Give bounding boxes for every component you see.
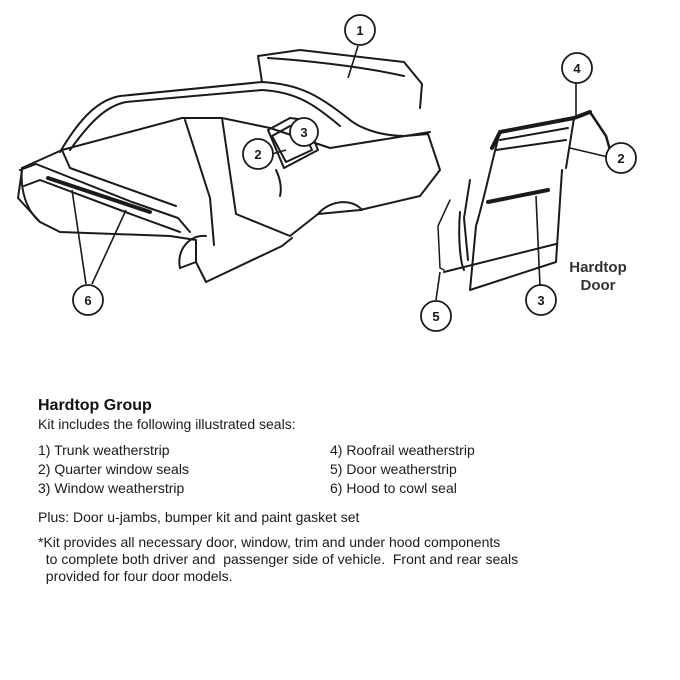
kit-intro: Kit includes the following illustrated seals: — [38, 416, 296, 432]
seal-item-4: 4) Roofrail weatherstrip — [330, 442, 475, 458]
seal-item-3: 3) Window weatherstrip — [38, 480, 185, 496]
callout-number-2-door: 2 — [617, 151, 625, 166]
door-label-line1: Hardtop — [569, 259, 627, 276]
callout-number-6: 6 — [84, 293, 92, 308]
seal-item-1: 1) Trunk weatherstrip — [38, 442, 170, 458]
leader-lines — [72, 46, 608, 300]
seal-item-5: 5) Door weatherstrip — [330, 461, 457, 477]
kit-footnote: *Kit provides all necessary door, window, trim and under hood components to complete both driver and passenger side of vehicle. Front and rear seals provided for four door models. — [38, 534, 519, 584]
callout-number-1: 1 — [356, 23, 364, 38]
seal-item-6: 6) Hood to cowl seal — [330, 480, 457, 496]
callout-circles — [73, 15, 636, 331]
kit-description — [38, 396, 658, 585]
seal-list — [38, 441, 658, 498]
callout-number-3-door: 3 — [537, 293, 545, 308]
door-label-line2: Door — [580, 277, 616, 294]
callout-number-5: 5 — [432, 309, 440, 324]
plus-items: Plus: Door u-jambs, bumper kit and paint gasket set — [38, 509, 360, 525]
callout-number-4: 4 — [573, 61, 581, 76]
callout-number-3-car: 3 — [300, 125, 308, 140]
callout-number-2-car: 2 — [254, 147, 262, 162]
group-heading: Hardtop Group — [38, 397, 152, 414]
seal-item-2: 2) Quarter window seals — [38, 461, 189, 477]
